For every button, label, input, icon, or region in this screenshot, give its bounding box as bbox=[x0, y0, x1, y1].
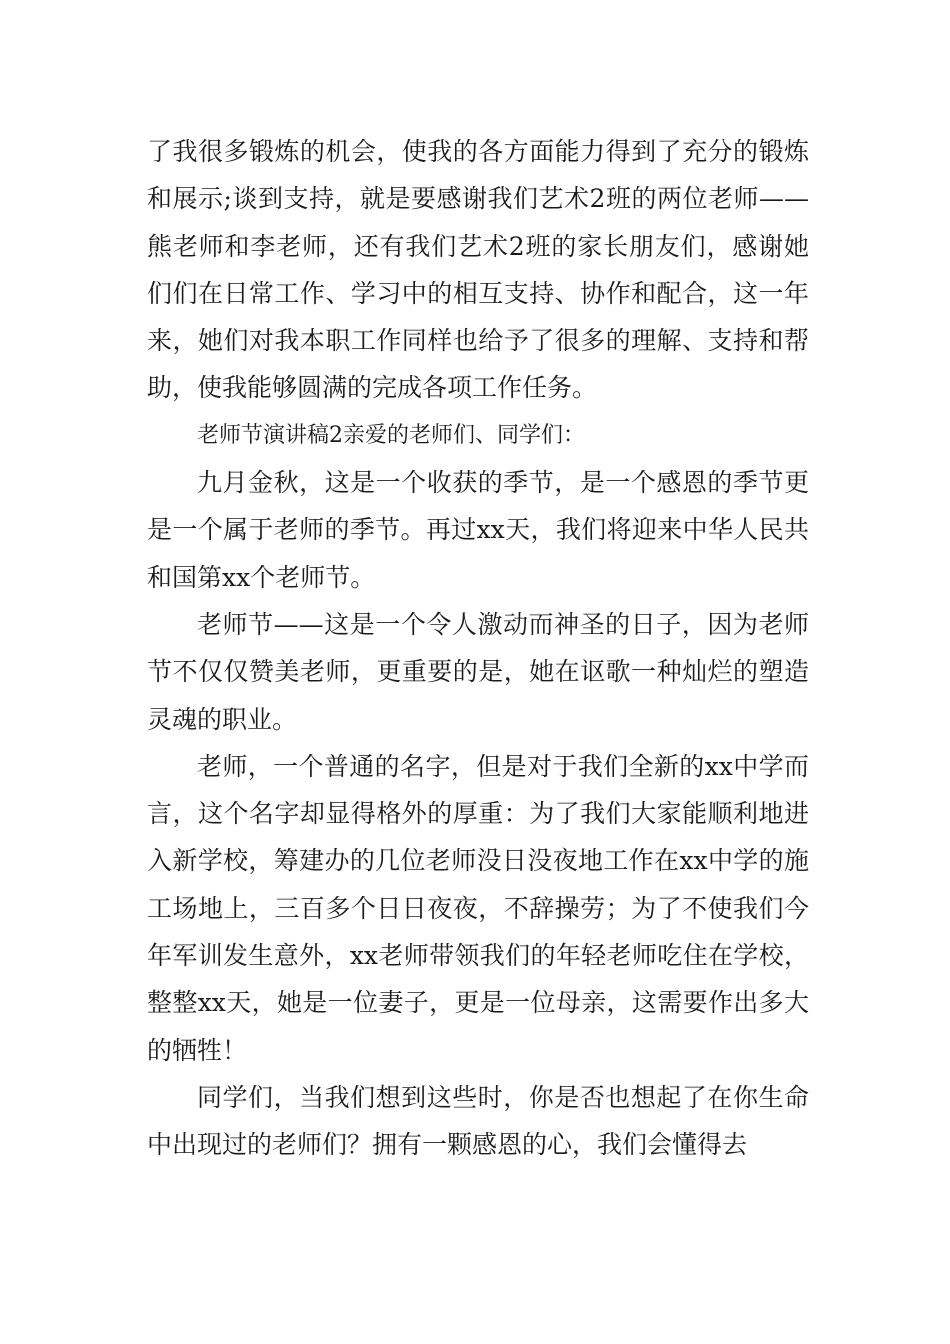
paragraph-6: 同学们，当我们想到这些时，你是否也想起了在你生命中出现过的老师们？拥有一颗感恩的心，我们会懂得去 bbox=[147, 1082, 809, 1160]
paragraph-3: 九月金秋，这是一个收获的季节，是一个感恩的季节更是一个属于老师的季节。再过xx天，我们将迎来中华人民共和国第xx个老师节。 bbox=[147, 468, 809, 592]
paragraph-2-heading: 老师节演讲稿2亲爱的老师们、同学们： bbox=[197, 422, 585, 448]
paragraph-4: 老师节——这是一个令人激动而神圣的日子，因为老师节不仅仅赞美老师，更重要的是，她在讴歌一种灿烂的塑造灵魂的职业。 bbox=[147, 609, 809, 734]
paragraph-5: 老师，一个普通的名字，但是对于我们全新的xx中学而言，这个名字却显得格外的厚重：为了我们大家能顺利地进入新学校，筹建办的几位老师没日没夜地工作在xx中学的施工场地上，三百多个日日夜夜，不辞操劳；为了不使我们今年军训发生意外，xx老师带领我们的年轻老师吃住在学校，整整xx天，她是一位妻子，更是一位母亲，这需要作出多大的牺牲！ bbox=[147, 751, 809, 1065]
paragraph-1: 了我很多锻炼的机会，使我的各方面能力得到了充分的锻炼和展示;谈到支持，就是要感谢我们艺术2班的两位老师——熊老师和李老师，还有我们艺术2班的家长朋友们，感谢她们们在日常工作、学习中的相互支持、协作和配合，这一年来，她们对我本职工作同样也给予了很多的理解、支持和帮助，使我能够圆满的完成各项工作任务。 bbox=[147, 137, 809, 403]
body-text bbox=[147, 128, 809, 1169]
